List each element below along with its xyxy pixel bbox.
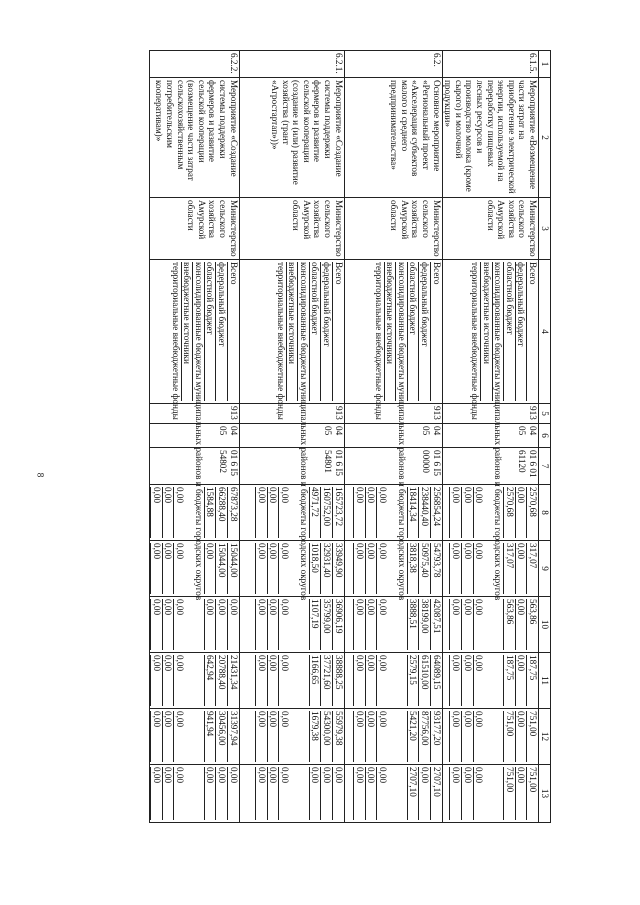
funding-source: Всего [332,262,344,401]
row-number: 6.2.1. [239,51,344,78]
row-number: 6.1.5. [442,51,538,78]
year-values [442,541,538,597]
value-cell: 0,00 [215,767,227,820]
value-cell: 187,75 [503,655,515,706]
header-cell: 8 [539,485,551,541]
value-cell: 93177,20 [430,711,442,762]
header-cell: 7 [539,448,551,485]
value-cell: 0,00 [162,767,174,820]
funding-source: внебюджетные источники [286,262,298,401]
value-cell: 3818,38 [407,543,419,594]
year-values [344,597,442,653]
value-cell: 0,00 [227,599,239,650]
value-cell: 0,00 [515,543,527,594]
value-cell: 21431,34 [227,655,239,706]
value-cell: 0,00 [150,599,162,650]
value-cell: 0,00 [365,767,377,820]
value-cell: 0,00 [461,711,473,762]
executor: Министерство сельского хозяйства Амурской области [239,198,344,260]
value-cell: 563,86 [526,599,538,650]
value-cell: 0,00 [449,599,461,650]
value-cell: 0,00 [376,543,388,594]
value-cell: 317,07 [526,543,538,594]
value-cell: 0,00 [173,711,185,762]
header-cell: 4 [539,260,551,404]
header-cell: 5 [539,404,551,424]
value-cell: 0,00 [278,711,290,762]
value-cell: 0,00 [376,711,388,762]
table-row [442,51,538,823]
value-cell: 0,00 [204,599,216,650]
value-cell: 0,00 [267,711,279,762]
value-cell: 54793,78 [430,543,442,594]
value-cell: 0,00 [278,487,290,538]
value-cell: 0,00 [515,599,527,650]
funding-source: Всего [227,262,239,401]
funding-source: территориальные внебюджетные фонды [470,262,481,420]
value-cell: 1107,19 [309,599,321,650]
value-cell: 18414,34 [407,487,419,538]
value-cell: 2707,10 [407,767,419,820]
code-section: 04 05 [344,424,442,448]
value-cell: 0,00 [473,487,485,538]
year-values [150,765,240,823]
code-target: 01 6 I5 00000 [344,448,442,485]
value-cell: 0,00 [320,767,332,820]
value-cell: 317,07 [503,543,515,594]
header-cell: 12 [539,709,551,765]
code-ministry: 913 [239,404,344,424]
value-cell: 751,00 [526,767,538,820]
value-cell: 0,00 [515,767,527,820]
value-cell: 0,00 [278,543,290,594]
value-cell: 0,00 [473,543,485,594]
value-cell: 0,00 [515,487,527,538]
header-cell: 9 [539,541,551,597]
value-cell: 238440,40 [418,487,430,538]
value-cell: 187,75 [526,655,538,706]
value-cell: 1018,50 [309,543,321,594]
value-cell: 0,00 [365,543,377,594]
value-cell: 0,00 [473,599,485,650]
value-cell: 0,00 [215,599,227,650]
value-cell: 38888,25 [332,655,344,706]
value-cell: 2570,68 [526,487,538,538]
year-values [150,709,240,765]
year-values [239,485,344,541]
value-cell: 0,00 [162,711,174,762]
value-cell: 20788,40 [215,655,227,706]
value-cell: 0,00 [353,655,365,706]
measure-name: Основное мероприятие «Региональный проект «Акселерация субъектов малого и среднего предпринимательства» [344,78,442,198]
value-cell: 4971,72 [309,487,321,538]
value-cell: 0,00 [365,599,377,650]
year-values [239,541,344,597]
value-cell: 0,00 [461,599,473,650]
value-cell: 0,00 [353,599,365,650]
funding-source: федеральный бюджет [215,262,227,401]
value-cell: 50975,40 [418,543,430,594]
value-cell: 0,00 [461,767,473,820]
page-number: 8 [35,472,46,478]
value-cell: 0,00 [461,543,473,594]
value-cell: 0,00 [515,655,527,706]
funding-source: областной бюджет [503,262,515,401]
value-cell: 37721,60 [320,655,332,706]
value-cell: 0,00 [162,543,174,594]
year-values [239,709,344,765]
funding-source: консолидированные бюджеты муниципальных районов и бюджеты городских округов [493,262,504,601]
measure-name: Мероприятие «Возмещение части затрат на приобретение электрической энергии, используемой на переработку пищевых лесных ресурсов и производство молока (кроме сырого) и молочной продукции» [442,78,538,198]
year-values [442,709,538,765]
code-ministry: 913 [344,404,442,424]
budget-table [149,50,551,823]
year-values [442,765,538,823]
value-cell: 0,00 [150,487,162,538]
value-cell: 0,00 [150,655,162,706]
table-row [150,51,240,823]
year-values [150,597,240,653]
header-cell: 10 [539,597,551,653]
value-cell: 563,86 [503,599,515,650]
value-cell: 0,00 [255,655,267,706]
value-cell: 0,00 [204,767,216,820]
row-number: 6.2. [344,51,442,78]
funding-source: Всего [430,262,442,401]
value-cell: 15044,00 [227,543,239,594]
header-row [539,51,551,823]
code-section: 04 05 [239,424,344,448]
value-cell: 0,00 [255,487,267,538]
value-cell: 941,94 [204,711,216,762]
funding-source: федеральный бюджет [320,262,332,401]
value-cell: 0,00 [162,655,174,706]
header-cell: 11 [539,653,551,709]
value-cell: 160752,00 [320,487,332,538]
year-values [442,653,538,709]
year-values [239,765,344,823]
value-cell: 0,00 [418,767,430,820]
value-cell: 67873,28 [227,487,239,538]
code-ministry: 913 [442,404,538,424]
code-target: 01 6 01 61120 [442,448,538,485]
value-cell: 0,00 [255,599,267,650]
value-cell: 0,00 [376,767,388,820]
value-cell: 3888,51 [407,599,419,650]
funding-source: консолидированные бюджеты муниципальных районов и бюджеты городских округов [396,262,407,601]
value-cell: 0,00 [515,711,527,762]
value-cell: 0,00 [353,543,365,594]
funding-source: внебюджетные источники [384,262,396,401]
executor: Министерство сельского хозяйства Амурской области [344,198,442,260]
code-target: 01 6 I5 54802 [150,448,240,485]
value-cell: 5421,20 [407,711,419,762]
value-cell: 2570,68 [503,487,515,538]
value-cell: 2579,15 [407,655,419,706]
header-cell: 3 [539,198,551,260]
header-cell: 6 [539,424,551,448]
year-values [239,597,344,653]
value-cell: 0,00 [449,487,461,538]
value-cell: 0,00 [255,767,267,820]
value-cell: 0,00 [150,711,162,762]
value-cell: 87756,00 [418,711,430,762]
value-cell: 0,00 [449,711,461,762]
year-values [344,485,442,541]
funding-source: территориальные внебюджетные фонды [170,262,181,420]
value-cell: 256854,24 [430,487,442,538]
value-cell: 0,00 [267,599,279,650]
funding-source: консолидированные бюджеты муниципальных районов и бюджеты городских округов [298,262,309,601]
value-cell: 751,00 [526,711,538,762]
measure-name: Мероприятие «Создание системы поддержки фермеров и развитие сельской кооперации (создание и (или) развитие хозяйства (грант «Агростартап»))» [239,78,344,198]
header-cell: 2 [539,78,551,198]
value-cell: 0,00 [173,543,185,594]
value-cell: 0,00 [461,487,473,538]
value-cell: 31397,94 [227,711,239,762]
value-cell: 0,00 [162,599,174,650]
value-cell: 0,00 [449,655,461,706]
value-cell: 0,00 [227,767,239,820]
year-values [344,541,442,597]
value-cell: 36906,19 [332,599,344,650]
value-cell: 0,00 [332,767,344,820]
value-cell: 0,00 [376,599,388,650]
value-cell: 0,00 [473,655,485,706]
value-cell: 32931,40 [320,543,332,594]
value-cell: 15044,00 [215,543,227,594]
year-values [442,485,538,541]
value-cell: 0,00 [150,543,162,594]
value-cell: 0,00 [365,487,377,538]
value-cell: 0,00 [376,487,388,538]
funding-source: областной бюджет [309,262,321,401]
value-cell: 0,00 [204,543,216,594]
executor: Министерство сельского хозяйства Амурской области [150,198,240,260]
year-values [344,709,442,765]
code-section: 04 05 [150,424,240,448]
funding-source: федеральный бюджет [418,262,430,401]
measure-name: Мероприятие «Создание системы поддержки фермеров и развитие сельской кооперации (возмещение части затрат сельскохозяйственным потребительским кооперативам)» [150,78,240,198]
table-row [344,51,442,823]
funding-source: территориальные внебюджетные фонды [373,262,384,420]
value-cell: 0,00 [267,767,279,820]
value-cell: 0,00 [267,655,279,706]
value-cell: 0,00 [255,711,267,762]
value-cell: 0,00 [255,543,267,594]
funding-source: внебюджетные источники [480,262,492,401]
value-cell: 0,00 [173,599,185,650]
table-row [239,51,344,823]
value-cell: 64089,15 [430,655,442,706]
value-cell: 0,00 [150,767,162,820]
value-cell: 35799,00 [320,599,332,650]
value-cell: 33949,90 [332,543,344,594]
header-cell: 1 [539,51,551,78]
funding-source: областной бюджет [204,262,216,401]
value-cell: 642,94 [204,655,216,706]
value-cell: 66288,40 [215,487,227,538]
code-section: 04 05 [442,424,538,448]
value-cell: 0,00 [449,543,461,594]
funding-source: областной бюджет [407,262,419,401]
value-cell: 38199,00 [418,599,430,650]
value-cell: 0,00 [267,487,279,538]
value-cell: 0,00 [309,767,321,820]
value-cell: 30456,00 [215,711,227,762]
funding-source: внебюджетные источники [181,262,193,401]
value-cell: 1166,65 [309,655,321,706]
value-cell: 0,00 [449,767,461,820]
header-cell: 13 [539,765,551,823]
rotated-page [113,50,551,822]
value-cell: 0,00 [278,655,290,706]
funding-source: Всего [526,262,538,401]
value-cell: 1584,88 [204,487,216,538]
year-values [150,653,240,709]
value-cell: 2707,10 [430,767,442,820]
value-cell: 54300,00 [320,711,332,762]
value-cell: 0,00 [473,711,485,762]
value-cell: 0,00 [278,599,290,650]
value-cell: 0,00 [173,767,185,820]
code-target: 01 6 I5 54801 [239,448,344,485]
value-cell: 0,00 [353,487,365,538]
value-cell: 751,00 [503,767,515,820]
row-number: 6.2.2. [150,51,240,78]
value-cell: 0,00 [173,655,185,706]
year-values [344,765,442,823]
value-cell: 0,00 [376,655,388,706]
value-cell: 61510,00 [418,655,430,706]
value-cell: 0,00 [162,487,174,538]
value-cell: 0,00 [353,711,365,762]
code-ministry: 913 [150,404,240,424]
year-values [239,653,344,709]
value-cell: 0,00 [267,543,279,594]
funding-source: территориальные внебюджетные фонды [275,262,286,420]
value-cell: 0,00 [353,767,365,820]
funding-source: федеральный бюджет [515,262,527,401]
value-cell: 0,00 [173,487,185,538]
year-values [442,597,538,653]
value-cell: 751,00 [503,711,515,762]
value-cell: 0,00 [461,655,473,706]
funding-source: консолидированные бюджеты муниципальных районов и бюджеты городских округов [193,262,204,601]
value-cell: 0,00 [365,711,377,762]
value-cell: 0,00 [278,767,290,820]
value-cell: 55979,38 [332,711,344,762]
value-cell: 42087,51 [430,599,442,650]
value-cell: 0,00 [473,767,485,820]
executor: Министерство сельского хозяйства Амурской области [442,198,538,260]
value-cell: 165723,72 [332,487,344,538]
value-cell: 1679,38 [309,711,321,762]
value-cell: 0,00 [365,655,377,706]
year-values [344,653,442,709]
